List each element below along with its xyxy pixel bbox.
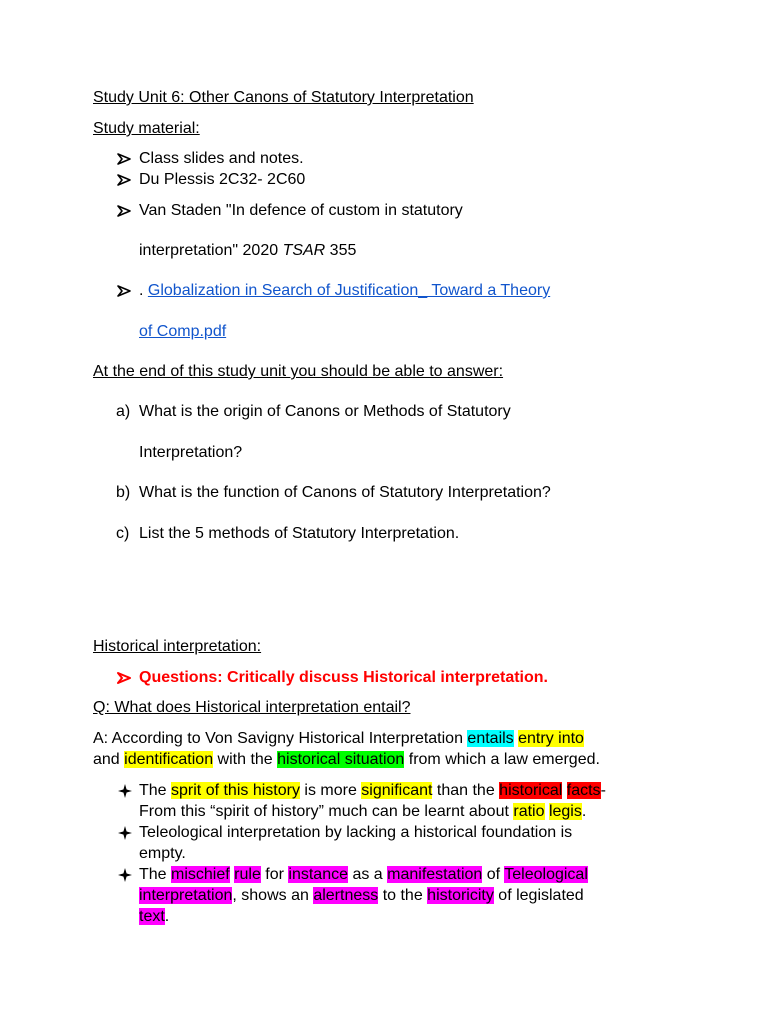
text-span: and <box>93 751 125 768</box>
highlight-yellow: ratio <box>513 803 545 820</box>
text-span: . <box>164 908 170 925</box>
text-span: of legislated <box>493 887 584 904</box>
list-marker: c) <box>116 525 130 542</box>
highlight-magenta: rule <box>234 866 261 883</box>
material-item: Du Plessis 2C32- 2C60 <box>139 171 306 188</box>
answer-line <box>93 750 600 770</box>
arrow-bullet-icon <box>117 201 137 221</box>
text-span: The <box>139 866 172 883</box>
text-span: for <box>260 866 289 883</box>
highlight-magenta: Teleological <box>504 866 588 883</box>
text-span: A: According to Von Savigny Historical Interpretation <box>93 730 468 747</box>
text-span: , shows an <box>232 887 314 904</box>
section-heading: Historical interpretation: <box>93 638 262 655</box>
highlight-yellow: significant <box>361 782 433 799</box>
highlight-red: facts <box>566 782 601 799</box>
bullet-line: Teleological interpretation by lacking a historical foundation is <box>139 824 573 841</box>
text-span: is more <box>299 782 362 799</box>
outcomes-heading: At the end of this study unit you should be able to answer: <box>93 363 504 380</box>
link-prefix: . <box>139 282 148 299</box>
text-span: as a <box>348 866 388 883</box>
text-span: From this “spirit of history” much can be learnt about <box>139 803 514 820</box>
citation-text: interpretation" 2020 <box>139 242 283 259</box>
arrow-bullet-icon <box>117 170 137 190</box>
bullet-line: empty. <box>139 845 186 862</box>
list-marker: b) <box>116 484 131 501</box>
diamond-bullet-icon <box>117 823 137 849</box>
bullet-line <box>139 802 586 822</box>
question-heading: Q: What does Historical interpretation entail? <box>93 699 411 716</box>
highlight-yellow: legis <box>548 803 582 820</box>
highlight-yellow: identification <box>124 751 214 768</box>
highlight-magenta: instance <box>288 866 348 883</box>
study-material-heading: Study material: <box>93 120 200 137</box>
material-item: Van Staden "In defence of custom in statutory <box>139 202 463 219</box>
text-span: than the <box>432 782 500 799</box>
material-item-link-line <box>139 322 226 342</box>
highlight-cyan: entails <box>467 730 514 747</box>
highlight-magenta: interpretation <box>139 887 233 904</box>
highlight-magenta: manifestation <box>387 866 483 883</box>
outcome-question-continued: Interpretation? <box>139 444 243 461</box>
highlight-yellow: sprit of this history <box>171 782 300 799</box>
material-item-link-line <box>139 281 550 301</box>
citation-page: 355 <box>325 242 357 259</box>
bullet-line <box>139 781 606 801</box>
outcome-question: What is the function of Canons of Statutory Interpretation? <box>139 484 551 501</box>
highlight-green: historical situation <box>277 751 405 768</box>
highlight-magenta: text <box>139 908 165 925</box>
diamond-bullet-icon <box>117 781 137 807</box>
list-marker: a) <box>116 403 131 420</box>
material-item: Class slides and notes. <box>139 150 304 167</box>
text-span: with the <box>213 751 278 768</box>
bullet-line <box>139 886 584 906</box>
page-title: Study Unit 6: Other Canons of Statutory Interpretation <box>93 89 474 106</box>
pdf-link[interactable]: Globalization in Search of Justification_ Toward a Theory <box>147 282 551 299</box>
text-span: to the <box>378 887 428 904</box>
outcome-question: What is the origin of Canons or Methods of Statutory <box>139 403 511 420</box>
exam-question: Questions: Critically discuss Historical interpretation. <box>139 669 548 686</box>
material-item-continued <box>139 241 356 261</box>
outcome-question: List the 5 methods of Statutory Interpretation. <box>139 525 460 542</box>
diamond-bullet-icon <box>117 865 137 891</box>
text-span: - <box>600 782 606 799</box>
highlight-magenta: mischief <box>171 866 230 883</box>
red-arrow-bullet-icon <box>117 668 137 688</box>
text-span: The <box>139 782 172 799</box>
pdf-link-continued[interactable]: of Comp.pdf <box>139 323 227 340</box>
answer-line <box>93 729 584 749</box>
arrow-bullet-icon <box>117 149 137 169</box>
journal-abbrev: TSAR <box>282 242 326 259</box>
highlight-magenta: alertness <box>313 887 379 904</box>
highlight-yellow: entry into <box>518 730 584 747</box>
arrow-bullet-icon <box>117 281 137 301</box>
bullet-line <box>139 865 588 885</box>
bullet-line <box>139 907 169 927</box>
text-span: of <box>482 866 505 883</box>
text-span: from which a law emerged. <box>404 751 600 768</box>
text-span: . <box>581 803 587 820</box>
highlight-red: historical <box>499 782 563 799</box>
highlight-magenta: historicity <box>427 887 494 904</box>
